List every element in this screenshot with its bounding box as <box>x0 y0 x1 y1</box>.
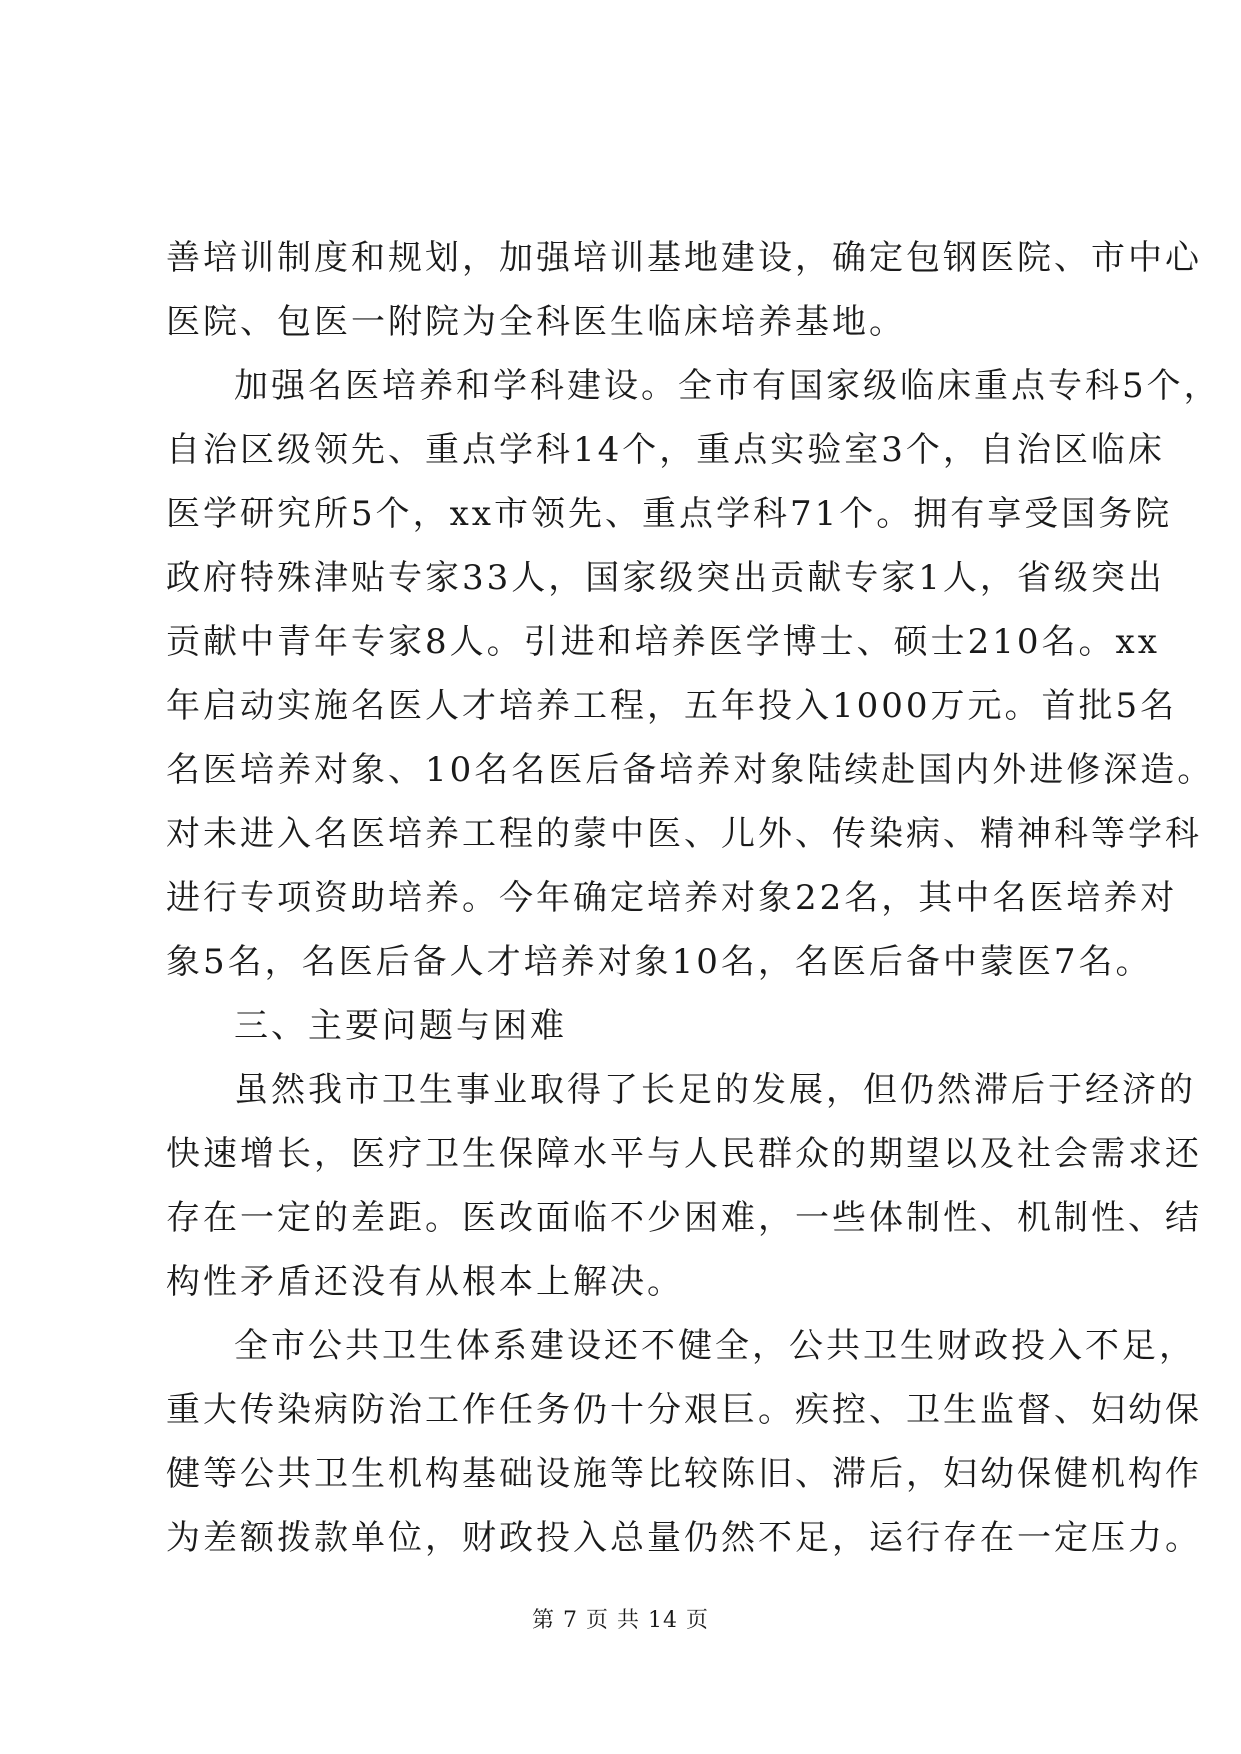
text-line: 象5名，名医后备人才培养对象10名，名医后备中蒙医7名。 <box>166 942 1153 982</box>
text-line: 快速增长，医疗卫生保障水平与人民群众的期望以及社会需求还 <box>166 1134 1202 1174</box>
text-line: 自治区级领先、重点学科14个，重点实验室3个，自治区临床 <box>166 430 1165 470</box>
text-line: 名医培养对象、10名名医后备培养对象陆续赴国内外进修深造。 <box>166 750 1215 790</box>
text-line: 对未进入名医培养工程的蒙中医、儿外、传染病、精神科等学科 <box>166 814 1202 854</box>
text-line: 医学研究所5个，xx市领先、重点学科71个。拥有享受国务院 <box>166 494 1173 534</box>
text-line: 为差额拨款单位，财政投入总量仍然不足，运行存在一定压力。 <box>166 1518 1202 1558</box>
text-line: 构性矛盾还没有从根本上解决。 <box>166 1262 684 1302</box>
text-line: 存在一定的差距。医改面临不少困难，一些体制性、机制性、结 <box>166 1198 1202 1238</box>
text-line: 贡献中青年专家8人。引进和培养医学博士、硕士210名。xx <box>166 622 1160 662</box>
page-number-footer: 第 7 页 共 14 页 <box>532 1608 709 1633</box>
text-line: 善培训制度和规划，加强培训基地建设，确定包钢医院、市中心 <box>166 238 1202 278</box>
document-body <box>166 226 1221 1570</box>
section-heading: 三、主要问题与困难 <box>234 1006 567 1046</box>
paragraph-start-line: 虽然我市卫生事业取得了长足的发展，但仍然滞后于经济的 <box>234 1070 1196 1110</box>
text-line: 医院、包医一附院为全科医生临床培养基地。 <box>166 302 906 342</box>
text-line: 政府特殊津贴专家33人，国家级突出贡献专家1人，省级突出 <box>166 558 1165 598</box>
text-line: 进行专项资助培养。今年确定培养对象22名，其中名医培养对 <box>166 878 1178 918</box>
text-line: 健等公共卫生机构基础设施等比较陈旧、滞后，妇幼保健机构作 <box>166 1454 1202 1494</box>
paragraph-start-line: 加强名医培养和学科建设。全市有国家级临床重点专科5个， <box>234 366 1221 406</box>
text-line: 重大传染病防治工作任务仍十分艰巨。疾控、卫生监督、妇幼保 <box>166 1390 1202 1430</box>
text-line: 年启动实施名医人才培养工程，五年投入1000万元。首批5名 <box>166 686 1178 726</box>
paragraph-start-line: 全市公共卫生体系建设还不健全，公共卫生财政投入不足， <box>234 1326 1196 1366</box>
